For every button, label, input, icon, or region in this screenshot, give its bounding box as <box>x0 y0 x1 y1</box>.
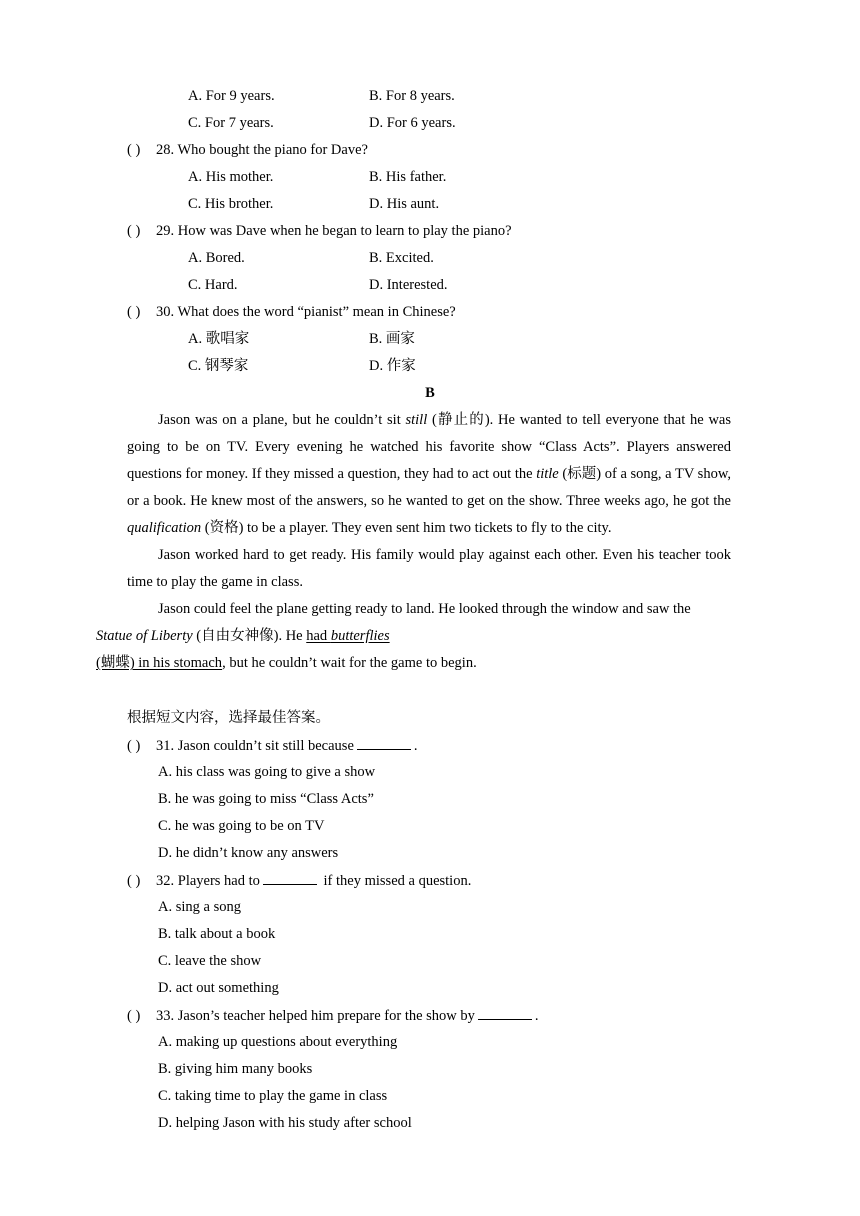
fill-blank-32 <box>263 871 317 885</box>
question-31-text: 31. Jason couldn’t sit still because <box>156 738 354 754</box>
q28-option-c: C. His brother. <box>188 196 274 212</box>
section-b-title: B <box>425 385 435 401</box>
q28-option-a: A. His mother. <box>188 169 274 185</box>
q29-option-a: A. Bored. <box>188 250 245 266</box>
q29-option-c: C. Hard. <box>188 277 238 293</box>
question-33-text: 33. Jason’s teacher helped him prepare for the show by <box>156 1008 475 1024</box>
question-32 <box>127 871 471 890</box>
q29-option-d: D. Interested. <box>369 277 448 293</box>
q27-option-a: A. For 9 years. <box>188 88 275 104</box>
word-statue-of-liberty: Statue of Liberty <box>96 628 193 644</box>
q27-option-d: D. For 6 years. <box>369 115 456 131</box>
passage-paragraph-2: Jason worked hard to get ready. His family would play against each other. Even his teacher took time to play the game in class. <box>127 547 731 590</box>
answer-blank-31[interactable]: ( ) <box>127 738 141 754</box>
word-qualification: qualification <box>127 520 202 536</box>
p3-text-a: Jason could feel the plane getting ready to land. He looked through the window and saw the <box>158 601 691 617</box>
q30-option-d: D. 作家 <box>369 358 416 374</box>
q32-option-d: D. act out something <box>158 980 279 996</box>
p1-text-a: Jason was on a plane, but he couldn’t sit <box>158 412 406 428</box>
q27-option-b: B. For 8 years. <box>369 88 455 104</box>
q31-option-c: C. he was going to be on TV <box>158 818 325 834</box>
word-title: title <box>536 466 559 482</box>
q31-option-d: D. he didn’t know any answers <box>158 845 339 861</box>
answer-blank-28[interactable]: ( ) <box>127 142 141 158</box>
question-33-end: . <box>534 1008 539 1024</box>
instruction: 根据短文内容，选择最佳答案。 <box>127 710 330 726</box>
fill-blank-33 <box>478 1006 532 1020</box>
answer-blank-29[interactable]: ( ) <box>127 223 141 239</box>
fill-blank-31 <box>357 736 411 750</box>
q27-option-c: C. For 7 years. <box>188 115 274 131</box>
q29-option-b: B. Excited. <box>369 250 434 266</box>
p1-text-b: (静止的). He wanted to tell everyone that he was going to be on TV. Every evening he watched his favorite show “Class Acts”. Players answered questions for money. If they missed a question, they had to act out the <box>127 412 731 482</box>
q33-option-b: B. giving him many books <box>158 1061 313 1077</box>
q33-option-a: A. making up questions about everything <box>158 1034 398 1050</box>
question-30-text: 30. What does the word “pianist” mean in Chinese? <box>156 304 456 320</box>
question-31-end: . <box>413 738 418 754</box>
question-31 <box>127 736 418 755</box>
q31-option-b: B. he was going to miss “Class Acts” <box>158 791 374 807</box>
q30-option-a: A. 歌唱家 <box>188 331 250 347</box>
question-32-end: if they missed a question. <box>319 873 472 889</box>
word-butterflies: butterflies <box>330 628 390 644</box>
question-30 <box>127 303 456 321</box>
passage-paragraph-3 <box>96 596 731 677</box>
question-29-text: 29. How was Dave when he began to learn to play the piano? <box>156 223 512 239</box>
q31-option-a: A. his class was going to give a show <box>158 764 376 780</box>
p1-text-d: (资格) to be a player. They even sent him two tickets to fly to the city. <box>201 520 612 536</box>
answer-blank-30[interactable]: ( ) <box>127 304 141 320</box>
q32-option-a: A. sing a song <box>158 899 241 915</box>
q28-option-d: D. His aunt. <box>369 196 440 212</box>
q28-option-b: B. His father. <box>369 169 447 185</box>
q30-option-c: C. 钢琴家 <box>188 358 249 374</box>
passage-paragraph-1 <box>127 407 731 542</box>
q33-option-c: C. taking time to play the game in class <box>158 1088 388 1104</box>
q32-option-b: B. talk about a book <box>158 926 276 942</box>
word-still: still <box>405 412 428 428</box>
question-32-text: 32. Players had to <box>156 873 260 889</box>
question-28 <box>127 141 368 159</box>
question-29 <box>127 222 512 240</box>
answer-blank-32[interactable]: ( ) <box>127 873 141 889</box>
underlined-phrase-1 <box>306 628 389 644</box>
q30-option-b: B. 画家 <box>369 331 415 347</box>
question-33 <box>127 1006 539 1025</box>
p3-text-b: (自由女神像). He <box>192 628 307 644</box>
question-28-text: 28. Who bought the piano for Dave? <box>156 142 368 158</box>
word-had: had <box>306 628 331 644</box>
passage-b <box>96 407 731 677</box>
q33-option-d: D. helping Jason with his study after school <box>158 1115 412 1131</box>
underlined-phrase-2: (蝴蝶) in his stomach <box>96 655 223 671</box>
q32-option-c: C. leave the show <box>158 953 262 969</box>
p3-text-d: , but he couldn’t wait for the game to begin. <box>222 655 477 671</box>
p1-text-c: (标题) of a song, a TV show, or a book. He knew most of the answers, so he wanted to get on the show. Three weeks ago, he got the <box>127 466 731 509</box>
answer-blank-33[interactable]: ( ) <box>127 1008 141 1024</box>
